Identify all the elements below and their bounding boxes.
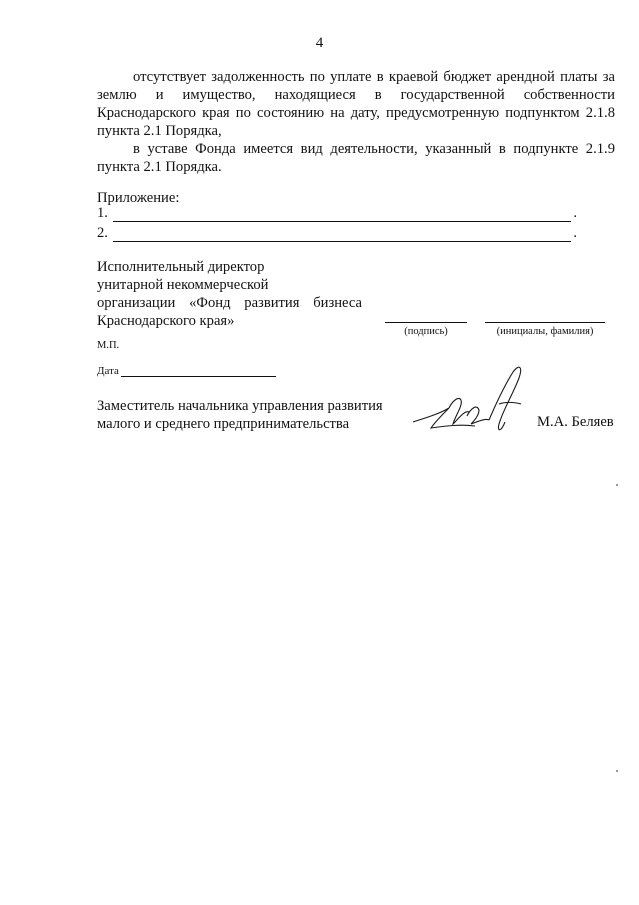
attachment-blank-line [113, 229, 571, 242]
date-field [97, 365, 276, 377]
deputy-line: малого и среднего предпринимательства [97, 416, 350, 432]
director-line: унитарной некоммерческой [97, 277, 269, 293]
director-block [97, 258, 362, 330]
attachment-title: Приложение: [97, 190, 180, 206]
director-line: Краснодарского края» [97, 313, 235, 329]
date-label: Дата [97, 365, 119, 377]
scan-speck [616, 484, 618, 486]
paragraph-charter: в уставе Фонда имеется вид деятельности, указанный в подпункте 2.1.9 пункта 2.1 Порядка. [97, 141, 615, 175]
stamp-label: М.П. [97, 340, 120, 351]
signature-caption: (подпись) [404, 326, 448, 337]
attachment-item-end: . [573, 225, 577, 241]
deputy-title [97, 397, 397, 433]
attachment-item-1 [97, 205, 577, 222]
date-blank-line [121, 366, 276, 377]
attachment-item-2 [97, 225, 577, 242]
director-name-line [485, 321, 605, 323]
attachment-item-end: . [573, 205, 577, 221]
deputy-line: Заместитель начальника управления развития [97, 398, 383, 414]
name-caption: (инициалы, фамилия) [496, 326, 594, 337]
director-signature-line [385, 321, 467, 323]
director-line: Исполнительный директор [97, 259, 265, 275]
scan-speck [616, 770, 618, 772]
attachment-item-number: 1. [97, 205, 108, 221]
attachment-blank-line [113, 209, 571, 222]
handwritten-signature [405, 360, 530, 440]
attachment-item-number: 2. [97, 225, 108, 241]
paragraph-arrears: отсутствует задолженность по уплате в краевой бюджет арендной платы за землю и имущество, находящиеся в государственной собственности Краснодарского края по состоянию на дату, предусмотренную подпунктом 2.1.8 пункта 2.1 Порядка, [97, 69, 615, 139]
director-line: организации «Фонд развития бизнеса [97, 295, 362, 311]
deputy-name: М.А. Беляев [537, 414, 614, 430]
page-number: 4 [315, 35, 324, 51]
